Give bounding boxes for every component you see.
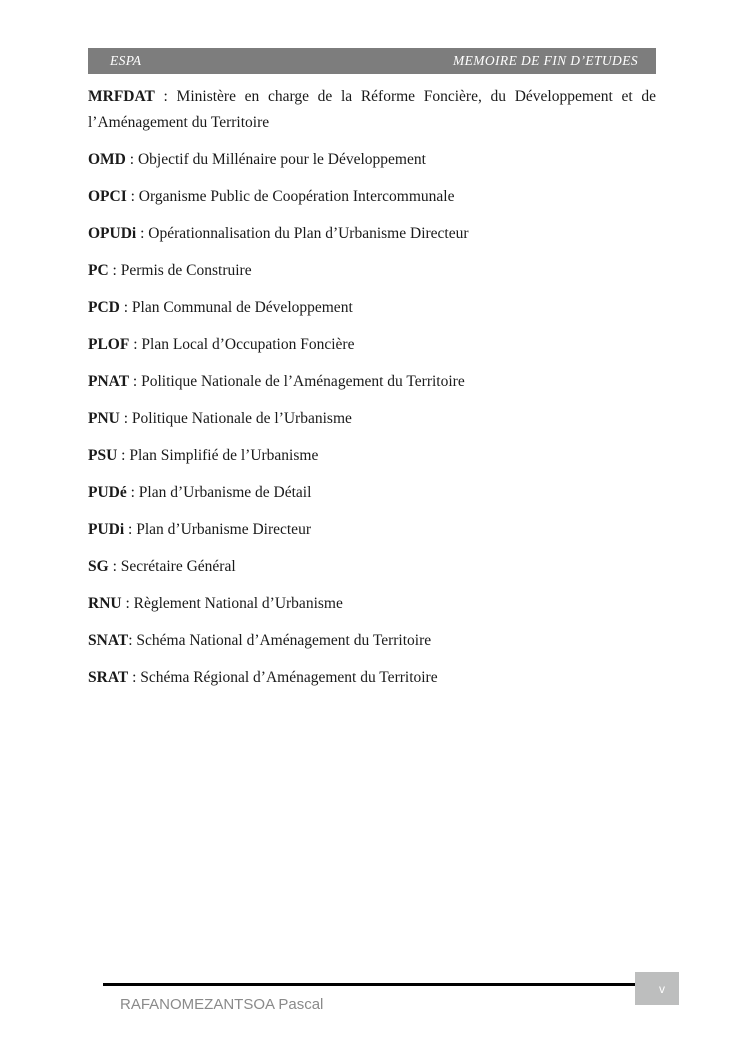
abbreviation-definition: : Ministère en charge de la Réforme Foncière, du Développement et de l’Aménagement du Territoire — [88, 88, 656, 131]
abbreviation-definition: : Opérationnalisation du Plan d’Urbanisme Directeur — [136, 225, 469, 242]
abbreviation-entry — [88, 443, 656, 469]
abbreviation-definition: : Plan Local d’Occupation Foncière — [129, 336, 355, 353]
abbreviation-entry — [88, 295, 656, 321]
abbreviation-term: PUDé — [88, 484, 127, 501]
header-school-name: ESPA — [110, 53, 142, 68]
abbreviation-entry — [88, 332, 656, 358]
footer-author-name: RAFANOMEZANTSOA Pascal — [120, 996, 324, 1013]
abbreviation-entry — [88, 628, 656, 654]
abbreviation-entry — [88, 480, 656, 506]
abbreviation-definition: : Schéma Régional d’Aménagement du Territoire — [128, 669, 438, 686]
abbreviation-entry — [88, 406, 656, 432]
abbreviation-definition: : Secrétaire Général — [108, 558, 236, 575]
abbreviation-definition: : Plan Communal de Développement — [119, 299, 353, 316]
abbreviation-definition: : Plan Simplifié de l’Urbanisme — [117, 447, 319, 464]
abbreviation-definition: : Permis de Construire — [108, 262, 252, 279]
abbreviation-definition: : Organisme Public de Coopération Intercommunale — [126, 188, 455, 205]
header-document-title: MEMOIRE DE FIN D’ETUDES — [452, 53, 638, 68]
abbreviations-list — [88, 84, 656, 702]
abbreviation-entry — [88, 554, 656, 580]
abbreviation-definition: : Plan d’Urbanisme Directeur — [124, 521, 311, 538]
abbreviation-entry — [88, 221, 656, 247]
abbreviation-entry — [88, 184, 656, 210]
abbreviation-term: PUDi — [88, 521, 125, 538]
abbreviation-definition: : Schéma National d’Aménagement du Territoire — [128, 632, 432, 649]
abbreviation-definition: : Plan d’Urbanisme de Détail — [126, 484, 312, 501]
abbreviation-definition: : Règlement National d’Urbanisme — [121, 595, 343, 612]
abbreviation-definition: : Objectif du Millénaire pour le Développement — [125, 151, 426, 168]
abbreviation-definition: : Politique Nationale de l’Urbanisme — [119, 410, 352, 427]
abbreviation-entry — [88, 258, 656, 284]
abbreviation-entry — [88, 591, 656, 617]
page-number-box — [635, 972, 679, 1005]
abbreviation-term: SG — [88, 558, 109, 575]
abbreviation-term: OMD — [88, 151, 126, 168]
abbreviation-entry — [88, 147, 656, 173]
abbreviation-entry — [88, 665, 656, 691]
abbreviation-term: PNAT — [88, 373, 130, 390]
abbreviation-term: OPCI — [88, 188, 127, 205]
abbreviation-term: SRAT — [88, 669, 129, 686]
abbreviation-term: PSU — [88, 447, 118, 464]
abbreviation-term: PNU — [88, 410, 120, 427]
abbreviation-term: OPUDi — [88, 225, 137, 242]
abbreviation-entry — [88, 84, 656, 136]
abbreviation-entry — [88, 369, 656, 395]
abbreviation-term: PCD — [88, 299, 120, 316]
abbreviation-definition: : Politique Nationale de l’Aménagement du Territoire — [129, 373, 465, 390]
abbreviation-term: SNAT — [88, 632, 129, 649]
abbreviation-term: MRFDAT — [88, 88, 155, 105]
abbreviation-term: PLOF — [88, 336, 130, 353]
abbreviation-entry — [88, 517, 656, 543]
footer-divider-line — [103, 983, 635, 986]
abbreviation-term: RNU — [88, 595, 122, 612]
page-header-bar — [88, 48, 656, 74]
abbreviation-term: PC — [88, 262, 109, 279]
page-number: v — [659, 981, 665, 996]
